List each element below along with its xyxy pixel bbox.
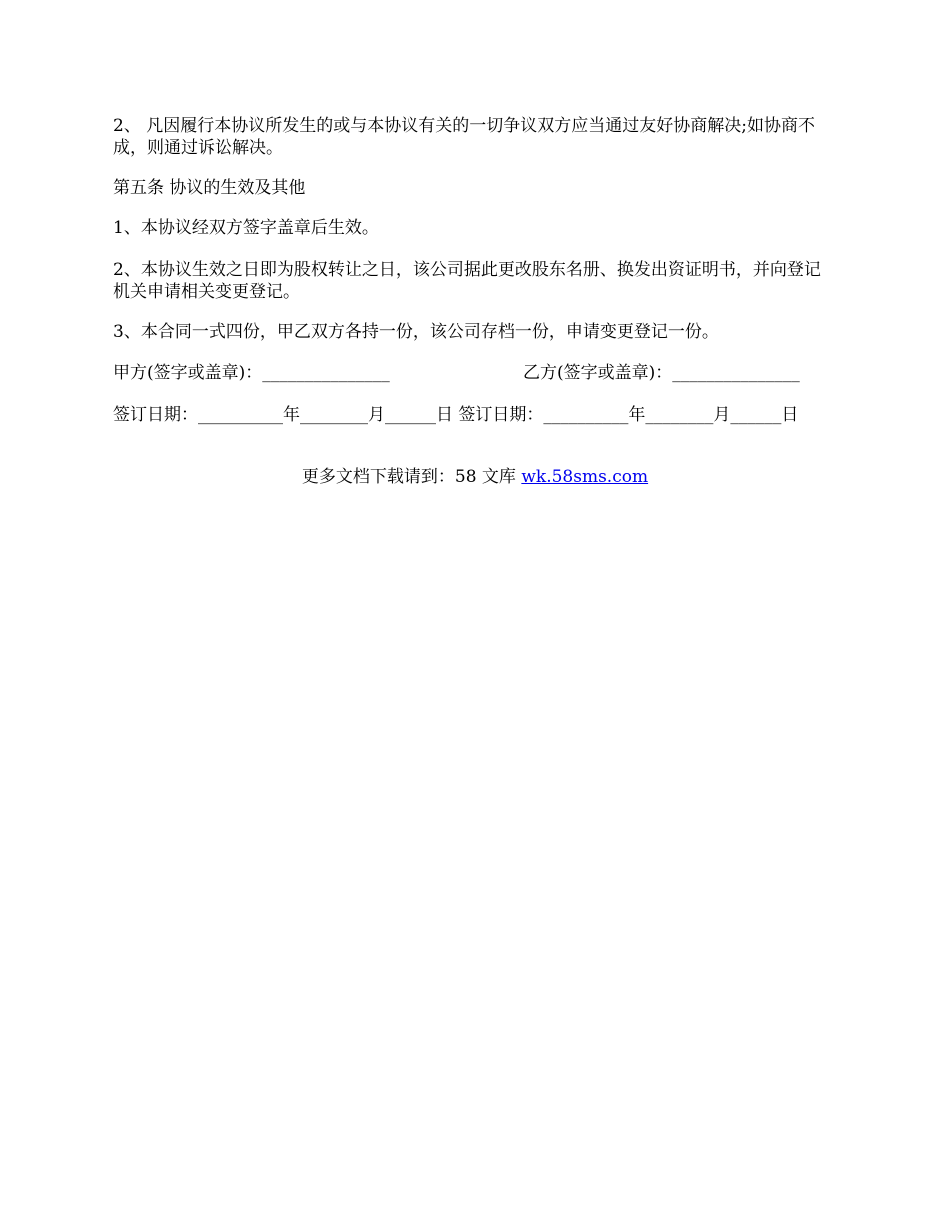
article-5-title: 第五条 协议的生效及其他 bbox=[113, 178, 306, 198]
signing-dates: 签订日期：__________年________月______日 签订日期：__________年________月______日 bbox=[113, 405, 799, 425]
article-5-item-1: 1、本协议经双方签字盖章后生效。 bbox=[113, 218, 379, 238]
article-5-item-3: 3、本合同一式四份，甲乙双方各持一份，该公司存档一份，申请变更登记一份。 bbox=[113, 322, 719, 342]
article-5-item-2: 2、本协议生效之日即为股权转让之日，该公司据此更改股东名册、换发出资证明书，并向登记机关申请相关变更登记。 bbox=[113, 260, 821, 302]
signature-row bbox=[113, 362, 837, 384]
footer-prefix: 更多文档下载请到：58 文库 bbox=[301, 467, 522, 487]
party-b-signature: 乙方(签字或盖章)：_______________ bbox=[523, 363, 800, 383]
party-a-signature: 甲方(签字或盖章)：_______________ bbox=[113, 363, 390, 383]
footer-download-note bbox=[0, 466, 950, 488]
footer-link[interactable]: wk.58sms.com bbox=[521, 467, 649, 487]
clause-2-dispute: 2、 凡因履行本协议所发生的或与本协议有关的一切争议双方应当通过友好协商解决;如协商不成，则通过诉讼解决。 bbox=[113, 116, 815, 158]
